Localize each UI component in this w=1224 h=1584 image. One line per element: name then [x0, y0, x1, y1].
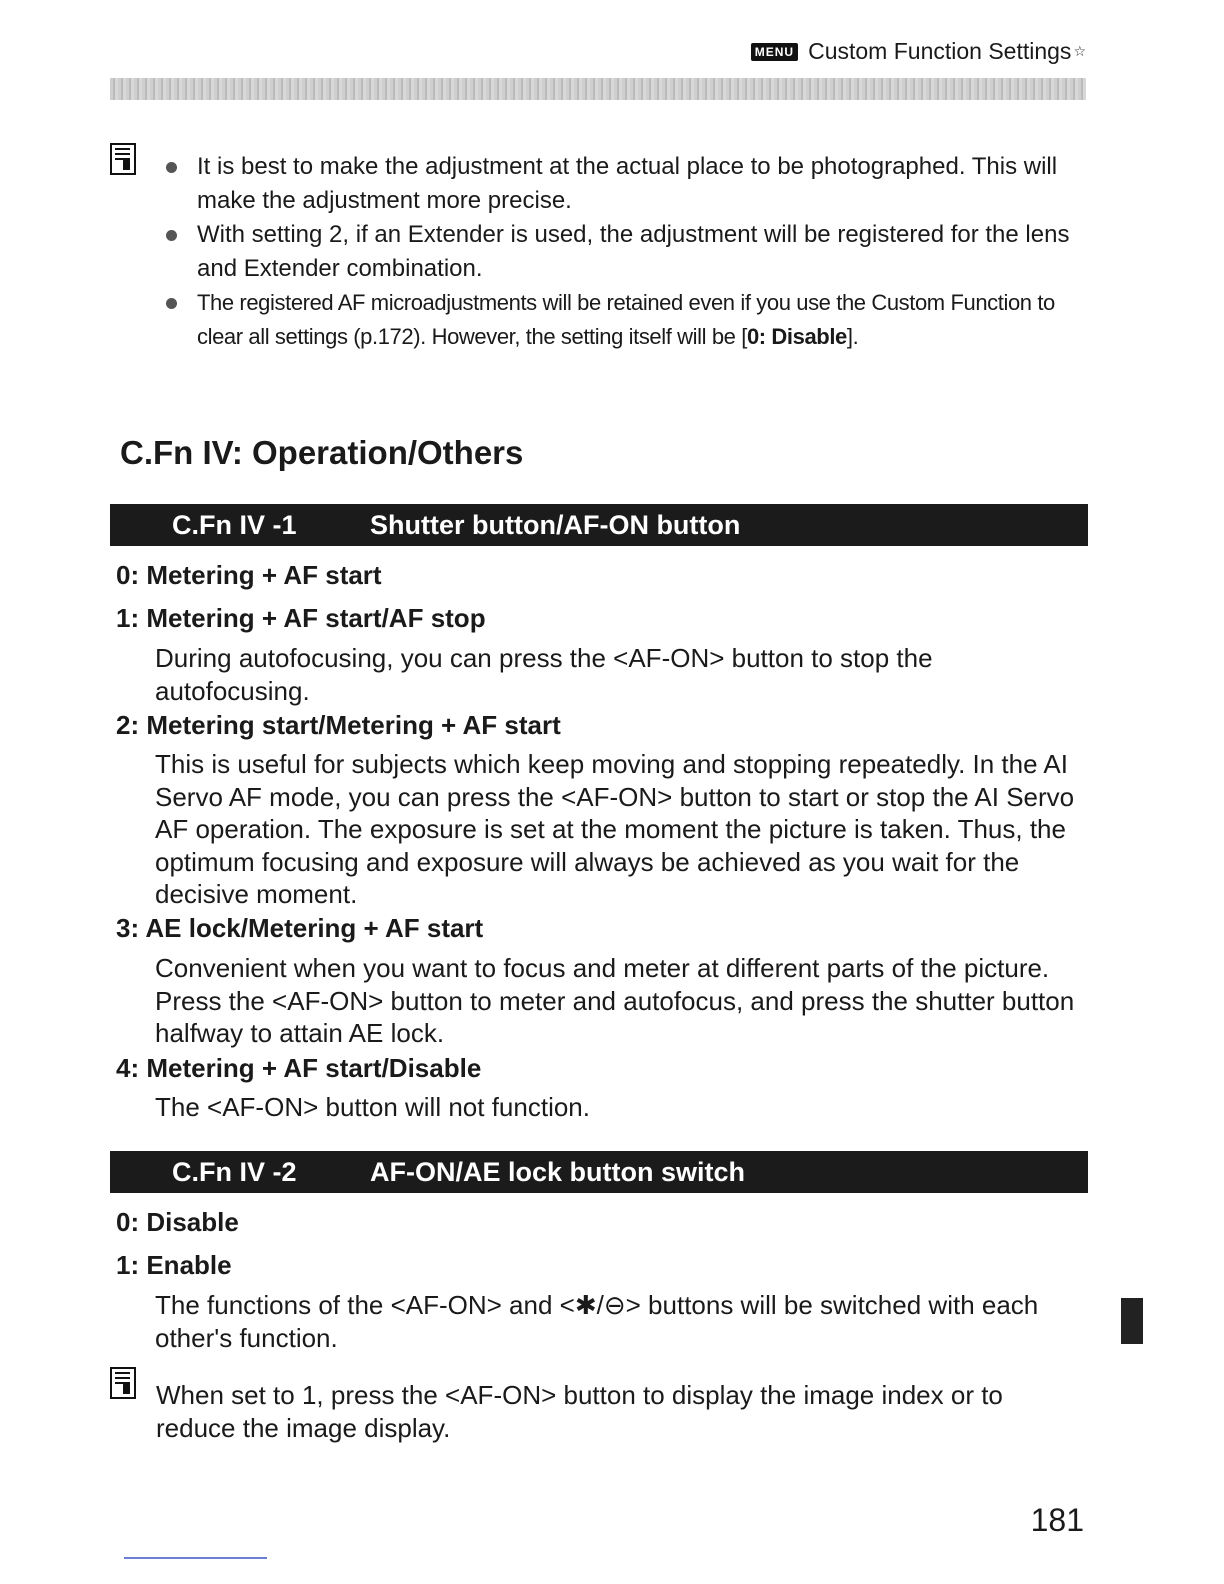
- note-setting-ref: 0: Disable: [746, 324, 847, 349]
- page-header: [751, 38, 1086, 65]
- setting-description: During autofocusing, you can press the <AF-ON> button to stop the autofocusing.: [155, 643, 933, 706]
- cfn-number: C.Fn IV -1: [172, 509, 297, 540]
- setting-description: The <AF-ON> button will not function.: [155, 1092, 590, 1122]
- note-item: [160, 286, 1080, 354]
- note-icon: [110, 1367, 136, 1399]
- setting-description: This is useful for subjects which keep moving and stopping repeatedly. In the AI Servo AF mode, you can press the <AF-ON> button to start or stop the AI Servo AF operation. The exposure is set at the moment the picture is taken. Thus, the optimum focusing and exposure will always be achieved as you wait for the decisive moment.: [155, 749, 1075, 909]
- setting-label: 1: Metering + AF start/AF stop: [116, 603, 486, 633]
- note-item: With setting 2, if an Extender is used, the adjustment will be registered for the lens and Extender combination.: [160, 218, 1080, 286]
- setting-description: Convenient when you want to focus and meter at different parts of the picture. Press the <AF-ON> button to meter and autofocus, and press the shutter button halfway to attain AE lock.: [155, 953, 1075, 1048]
- setting-label: 1: Enable: [116, 1250, 232, 1280]
- setting-label: 2: Metering start/Metering + AF start: [116, 710, 561, 740]
- note-text: The registered AF microadjustments will be retained even if you use the Custom Function to clear all settings (p.172). However, the setting itself will be [: [197, 290, 1055, 349]
- setting-label: 0: Disable: [116, 1207, 239, 1237]
- star-icon: ☆: [1073, 43, 1086, 59]
- footer-line: [124, 1557, 267, 1559]
- cfn-title: Shutter button/AF-ON button: [370, 509, 741, 540]
- chapter-tab-marker: [1121, 1298, 1143, 1344]
- header-title: Custom Function Settings: [808, 38, 1072, 64]
- note-icon: [110, 143, 136, 175]
- setting-label: 0: Metering + AF start: [116, 560, 382, 590]
- section-title: C.Fn IV: Operation/Others: [120, 434, 524, 471]
- cfn-title: AF-ON/AE lock button switch: [370, 1156, 745, 1187]
- bottom-note: When set to 1, press the <AF-ON> button to display the image index or to reduce the image display.: [156, 1380, 1003, 1443]
- setting-label: 4: Metering + AF start/Disable: [116, 1053, 482, 1083]
- cfn-number: C.Fn IV -2: [172, 1156, 297, 1187]
- note-item: It is best to make the adjustment at the actual place to be photographed. This will make the adjustment more precise.: [160, 150, 1080, 218]
- header-rule: [110, 78, 1086, 100]
- menu-icon: MENU: [751, 43, 798, 61]
- page-number: 181: [1030, 1502, 1084, 1538]
- note-list: [160, 150, 1080, 354]
- cfn-bar-2: [110, 1151, 1088, 1193]
- note-text-end: ].: [846, 324, 859, 349]
- setting-description: The functions of the <AF-ON> and <✱/⊖> buttons will be switched with each other's function.: [155, 1290, 1039, 1353]
- cfn-bar-1: [110, 504, 1088, 546]
- setting-label: 3: AE lock/Metering + AF start: [116, 913, 484, 943]
